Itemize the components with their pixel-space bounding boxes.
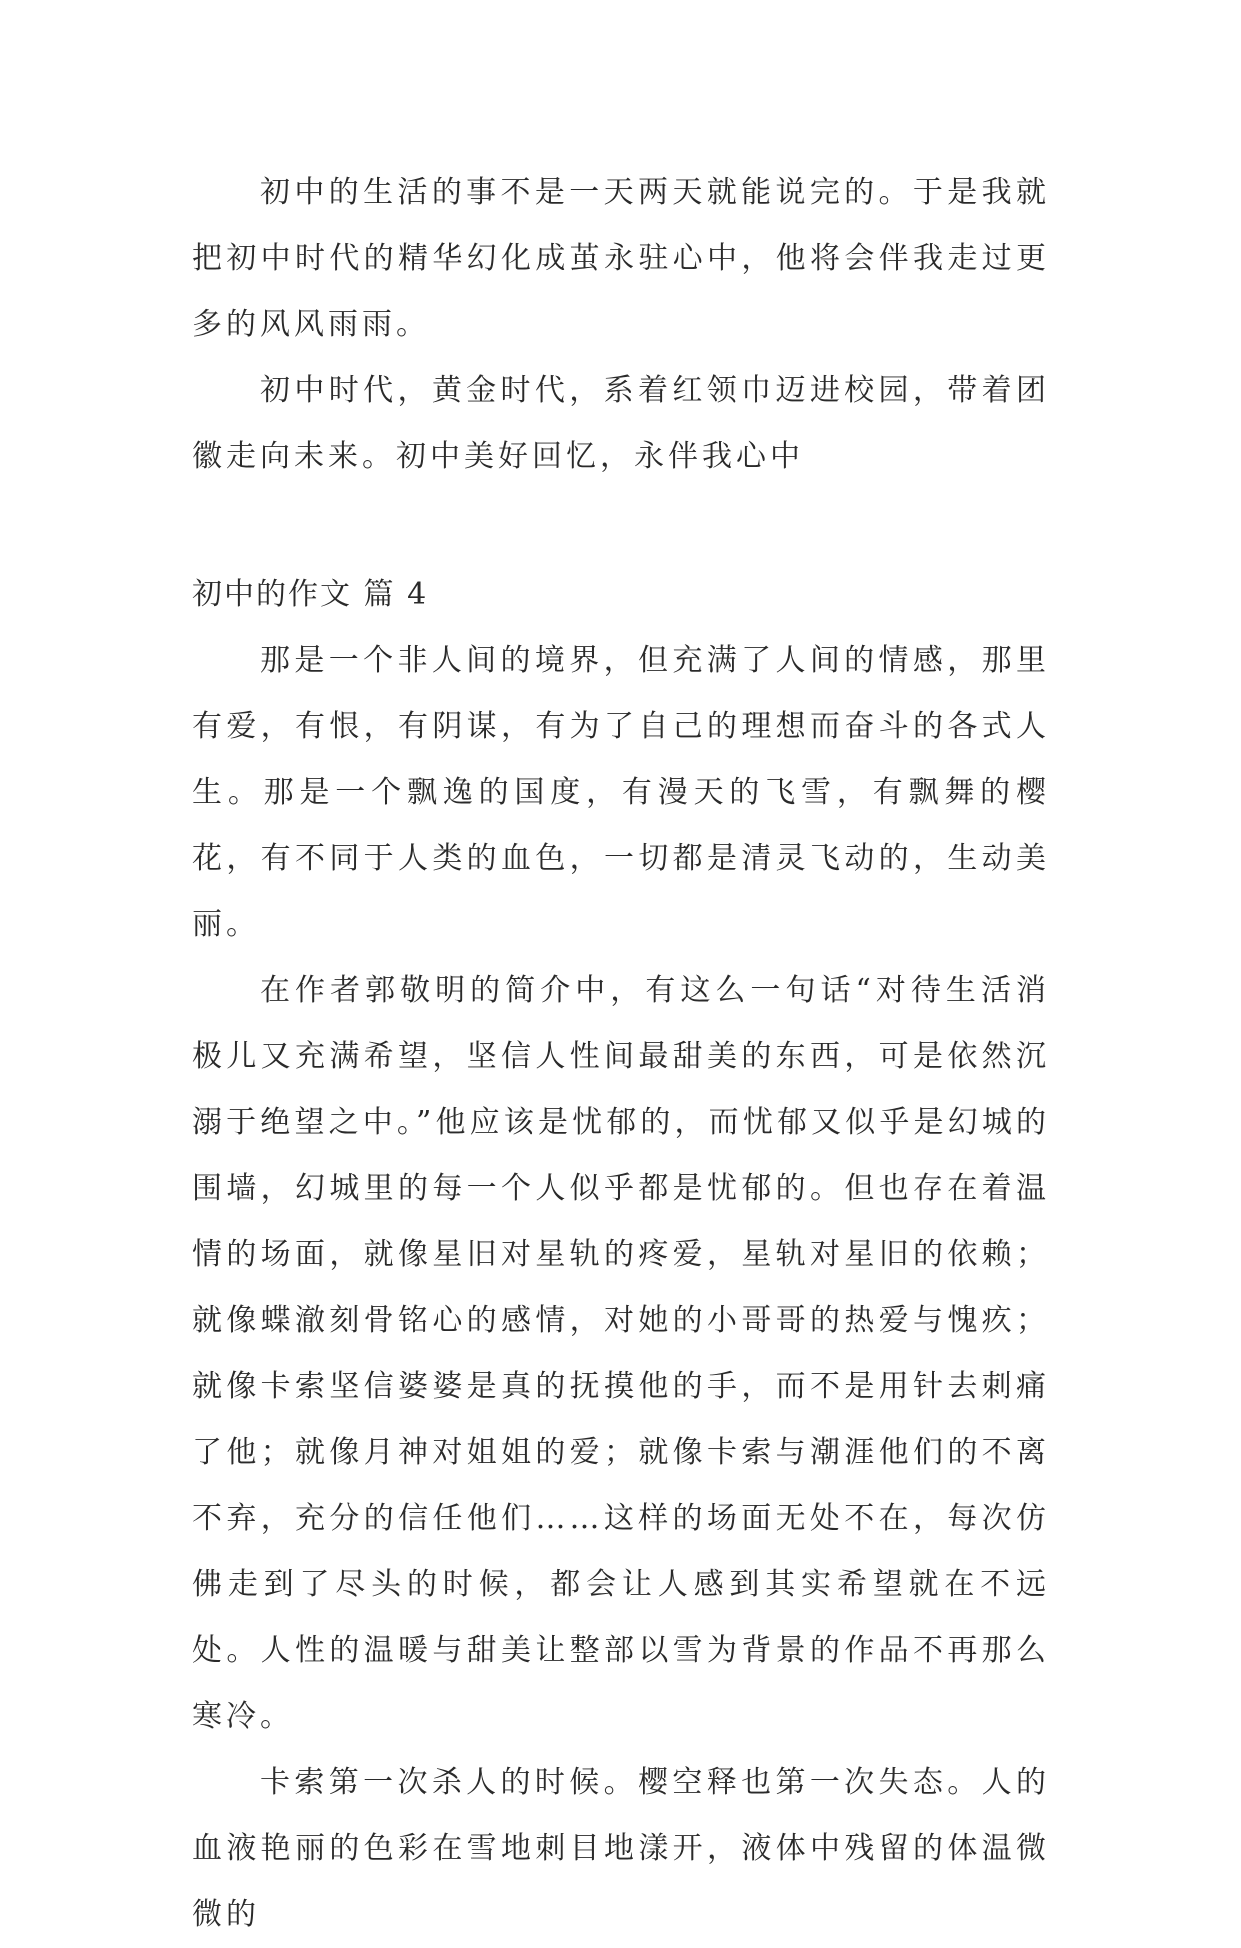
section-heading: 初中的作文 篇 4 xyxy=(192,577,429,612)
paragraph: 那是一个非人间的境界，但充满了人间的情感，那里有爱，有恨，有阴谋，有为了自己的理想而奋斗的各式人生。那是一个飘逸的国度，有漫天的飞雪，有飘舞的樱花，有不同于人类的血色，一切都是清灵飞动的，生动美丽。 xyxy=(192,643,1050,942)
paragraph: 在作者郭敬明的简介中，有这么一句话“对待生活消极儿又充满希望，坚信人性间最甜美的东西，可是依然沉溺于绝望之中。”他应该是忧郁的，而忧郁又似乎是幻城的围墙，幻城里的每一个人似乎都是忧郁的。但也存在着温情的场面，就像星旧对星轨的疼爱，星轨对星旧的依赖；就像蝶澈刻骨铭心的感情，对她的小哥哥的热爱与愧疚；就像卡索坚信婆婆是真的抚摸他的手，而不是用针去刺痛了他；就像月神对姐姐的爱；就像卡索与潮涯他们的不离不弃，充分的信任他们……这样的场面无处不在，每次仿佛走到了尽头的时候，都会让人感到其实希望就在不远处。人性的温暖与甜美让整部以雪为背景的作品不再那么寒冷。 xyxy=(192,973,1050,1734)
paragraph: 初中时代，黄金时代，系着红领巾迈进校园，带着团徽走向未来。初中美好回忆，永伴我心中 xyxy=(192,373,1050,474)
paragraph: 卡索第一次杀人的时候。樱空释也第一次失态。人的血液艳丽的色彩在雪地刺目地漾开，液体中残留的体温微微的 xyxy=(192,1765,1050,1932)
document-body xyxy=(192,160,1050,1948)
paragraph: 初中的生活的事不是一天两天就能说完的。于是我就把初中时代的精华幻化成茧永驻心中，他将会伴我走过更多的风风雨雨。 xyxy=(192,175,1050,342)
